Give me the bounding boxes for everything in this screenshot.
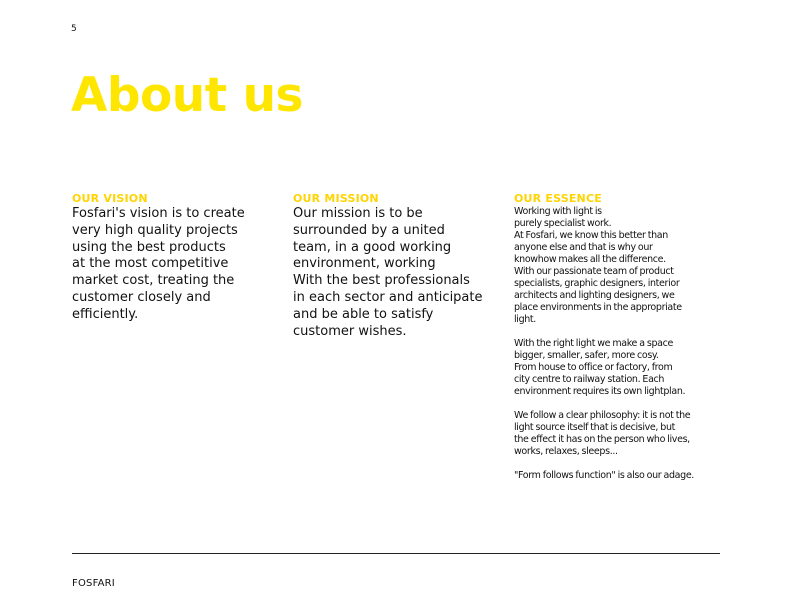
page-number: 5 [71, 24, 77, 34]
essence-text: Working with light is purely specialist work. At Fosfari, we know this better than anyone else and that is why our knowhow makes all the difference. With our passionate team of product specialists, graphic designers, interior architects and lighting designers, we place environments in the appropriate light. With the right light we make a space bigger, smaller, safer, more cosy. From house to office or factory, from city centre to railway station. Each environment requires its own lightplan. We follow a clear philosophy: it is not the light source itself that is decisive, but the effect it has on the person who lives, works, relaxes, sleeps... "Form follows function" is also our adage. [514, 206, 694, 481]
essence-heading: OUR ESSENCE [514, 192, 602, 205]
mission-section [293, 192, 503, 340]
vision-text: Fosfari's vision is to create very high quality projects using the best products at the most competitive market cost, treating the customer closely and efficiently. [72, 206, 245, 322]
mission-text: Our mission is to be surrounded by a united team, in a good working environment, working With the best professionals in each sector and anticipate and be able to satisfy customer wishes. [293, 206, 483, 339]
footer-divider [72, 553, 720, 554]
vision-section [72, 192, 272, 324]
page-title: About us [71, 68, 304, 123]
footer-brand: FOSFARI [72, 578, 115, 589]
essence-section [514, 192, 729, 482]
vision-heading: OUR VISION [72, 192, 148, 205]
mission-heading: OUR MISSION [293, 192, 379, 205]
